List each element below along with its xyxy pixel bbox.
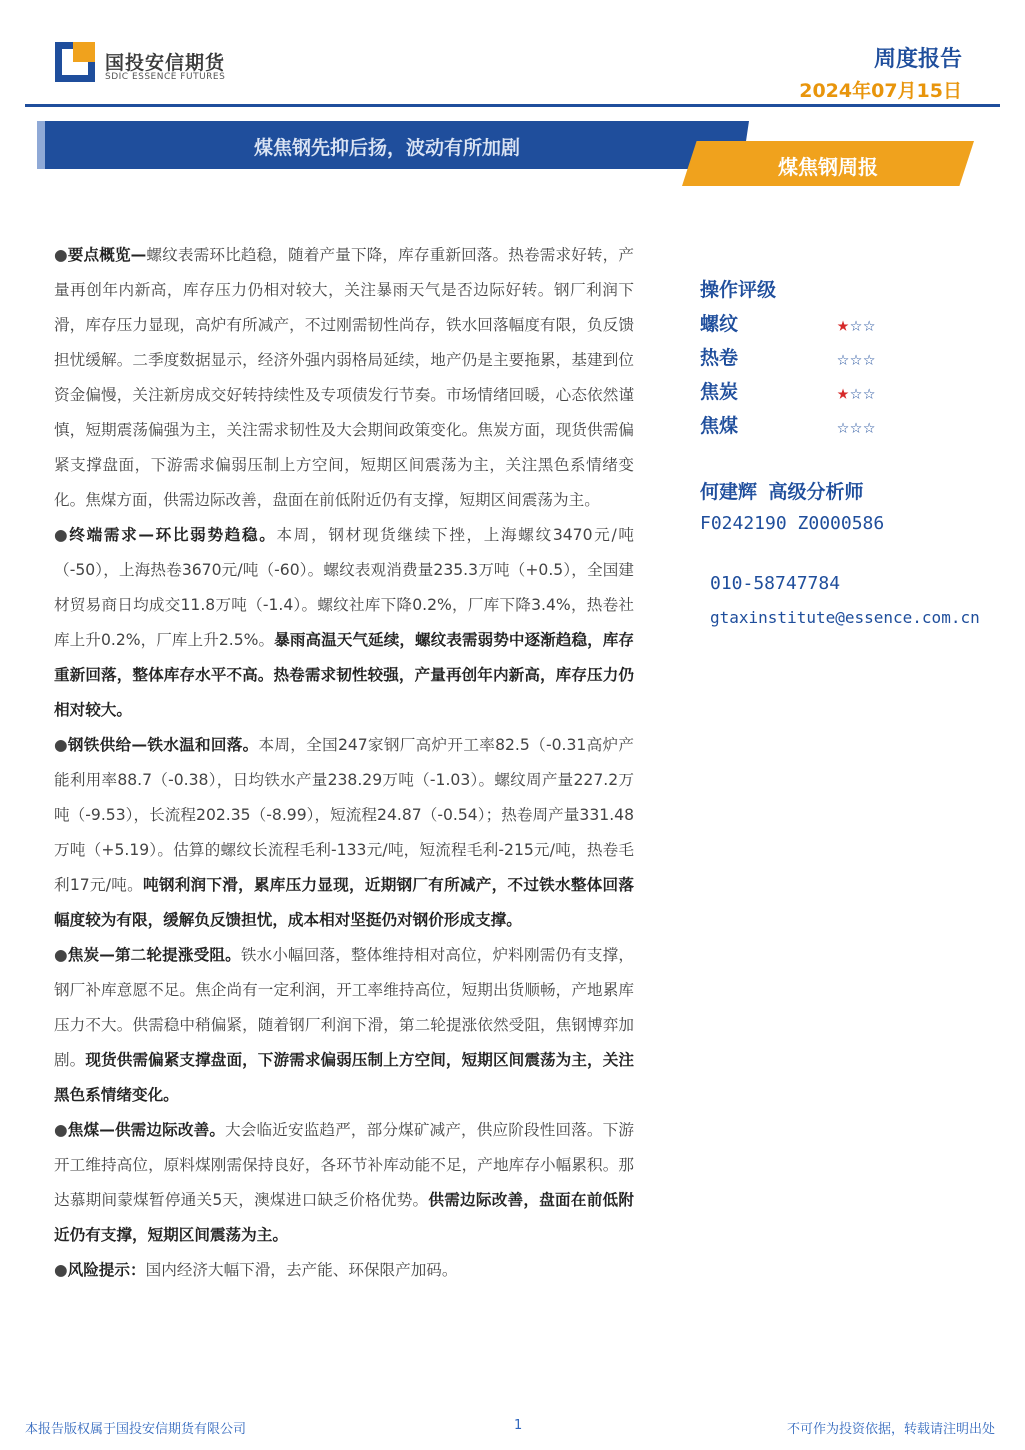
section-heading: 风险提示： [67, 1261, 146, 1279]
star-empty-icon: ☆ [837, 346, 851, 370]
rating-row [700, 375, 1020, 409]
section-text: 铁水小幅回落，整体维持相对高位，炉料刚需仍有支撑，钢厂补库意愿不足。焦企尚有一定利润，开工率维持高位，短期出货顺畅，产地累库压力不大。供需稳中稍偏紧，随着钢厂利润下滑，第二轮提涨依然受阻，焦钢博弈加剧。 [54, 946, 634, 1069]
star-empty-icon: ☆ [863, 414, 877, 438]
bullet-icon: ● [54, 946, 68, 964]
bullet-icon: ● [54, 246, 68, 264]
logo-name-cn: 国投安信期货 [105, 52, 226, 74]
section-conclusion: 暴雨高温天气延续，螺纹表需弱势中逐渐趋稳，库存重新回落，整体库存水平不高。热卷需求韧性较强，产量再创年内新高，库存压力仍相对较大。 [54, 631, 634, 719]
analyst-phone: 010-58747784 [710, 573, 841, 594]
rating-row [700, 341, 1020, 375]
analyst-name: 何建辉 高级分析师 [700, 481, 864, 503]
star-empty-icon: ☆ [863, 346, 877, 370]
report-type: 周度报告 [873, 47, 962, 72]
rating-product: 螺纹 [700, 313, 739, 335]
rating-product: 焦炭 [700, 381, 739, 403]
section-heading: 焦煤—供需边际改善。 [67, 1121, 226, 1139]
section-paragraph [54, 728, 634, 938]
report-date: 2024年07月15日 [799, 80, 962, 102]
rating-row [700, 307, 1020, 341]
rating-list [700, 307, 1020, 443]
star-empty-icon: ☆ [863, 312, 877, 336]
star-empty-icon: ☆ [850, 312, 864, 336]
logo-name-en: SDIC ESSENCE FUTURES [105, 72, 226, 82]
star-empty-icon: ☆ [850, 346, 864, 370]
section-text: 大会临近安监趋严，部分煤矿减产，供应阶段性回落。下游开工维持高位，原料煤刚需保持良好，各环节补库动能不足，产地库存小幅累积。那达慕期间蒙煤暂停通关5天，澳煤进口缺乏价格优势。 [54, 1121, 634, 1209]
report-body [54, 238, 634, 1288]
star-empty-icon: ☆ [837, 414, 851, 438]
section-text: 本周，全国247家钢厂高炉开工率82.5（-0.31高炉产能利用率88.7（-0.38），日均铁水产量238.29万吨（-1.03）。螺纹周产量227.2万吨（-9.53），长流程202.35（-8.99），短流程24.87（-0.54）；热卷周产量331.48万吨（+5.19）。估算的螺纹长流程毛利-133元/吨，短流程毛利-215元/吨，热卷毛利17元/吨。 [54, 736, 634, 894]
section-paragraph [54, 1253, 634, 1288]
bullet-icon: ● [54, 526, 70, 544]
rating-stars [837, 307, 876, 341]
star-empty-icon: ☆ [863, 380, 877, 404]
section-heading: 钢铁供给—铁水温和回落。 [67, 736, 259, 754]
section-text: 国内经济大幅下滑，去产能、环保限产加码。 [145, 1261, 458, 1279]
side-panel [700, 273, 1020, 633]
page-number: 1 [514, 1418, 523, 1433]
bullet-icon: ● [54, 736, 68, 754]
bullet-icon: ● [54, 1261, 68, 1279]
rating-stars [837, 409, 876, 443]
star-filled-icon: ★ [837, 312, 851, 336]
footer-copyright: 本报告版权属于国投安信期货有限公司 [25, 1422, 247, 1437]
analyst-email[interactable]: gtaxinstitute@essence.com.cn [710, 608, 980, 627]
rating-product: 焦煤 [700, 415, 739, 437]
section-paragraph [54, 938, 634, 1113]
section-heading: 终端需求—环比弱势趋稳。 [69, 526, 277, 544]
section-conclusion: 吨钢利润下滑，累库压力显现，近期钢厂有所减产，不过铁水整体回落幅度较为有限，缓解负反馈担忧，成本相对坚挺仍对钢价形成支撑。 [54, 876, 634, 929]
bullet-icon: ● [54, 1121, 68, 1139]
star-filled-icon: ★ [837, 380, 851, 404]
rating-stars [837, 341, 876, 375]
section-paragraph [54, 238, 634, 518]
section-text: 本周，钢材现货继续下挫，上海螺纹3470元/吨（-50），上海热卷3670元/吨（-60）。螺纹表观消费量235.3万吨（+0.5），全国建材贸易商日均成交11.8万吨（-1.4）。螺纹社库下降0.2%，厂库下降3.4%，热卷社库上升0.2%，厂库上升2.5%。 [54, 526, 634, 649]
section-heading: 焦炭—第二轮提涨受阻。 [67, 946, 241, 964]
section-text: 螺纹表需环比趋稳，随着产量下降，库存重新回落。热卷需求好转，产量再创年内新高，库存压力仍相对较大，关注暴雨天气是否边际好转。钢厂利润下滑，库存压力显现，高炉有所减产，不过刚需韧性尚存，铁水回落幅度有限，负反馈担忧缓解。二季度数据显示，经济外强内弱格局延续，地产仍是主要拖累，基建到位资金偏慢，关注新房成交好转持续性及专项债发行节奏。市场情绪回暖，心态依然谨慎，短期震荡偏强为主，关注需求韧性及大会期间政策变化。焦炭方面，现货供需偏紧支撑盘面，下游需求偏弱压制上方空间，短期区间震荡为主，关注黑色系情绪变化。焦煤方面，供需边际改善，盘面在前低附近仍有支撑，短期区间震荡为主。 [54, 246, 634, 509]
rating-title: 操作评级 [700, 279, 777, 301]
logo-mark-icon [55, 42, 95, 82]
section-paragraph [54, 1113, 634, 1253]
star-empty-icon: ☆ [850, 380, 864, 404]
footer-disclaimer: 不可作为投资依据，转载请注明出处 [786, 1422, 995, 1437]
section-paragraph [54, 518, 634, 728]
rating-stars [837, 375, 876, 409]
analyst-cert: F0242190 Z0000586 [700, 513, 885, 534]
star-empty-icon: ☆ [850, 414, 864, 438]
section-conclusion: 现货供需偏紧支撑盘面，下游需求偏弱压制上方空间，短期区间震荡为主，关注黑色系情绪变化。 [54, 1051, 634, 1104]
section-heading: 要点概览— [67, 246, 147, 264]
rating-product: 热卷 [700, 347, 739, 369]
report-subtitle: 煤焦钢周报 [778, 155, 878, 179]
header-divider [25, 104, 1000, 107]
report-title: 煤焦钢先抑后扬，波动有所加剧 [254, 137, 521, 159]
section-conclusion: 供需边际改善，盘面在前低附近仍有支撑，短期区间震荡为主。 [54, 1191, 634, 1244]
rating-row [700, 409, 1020, 443]
